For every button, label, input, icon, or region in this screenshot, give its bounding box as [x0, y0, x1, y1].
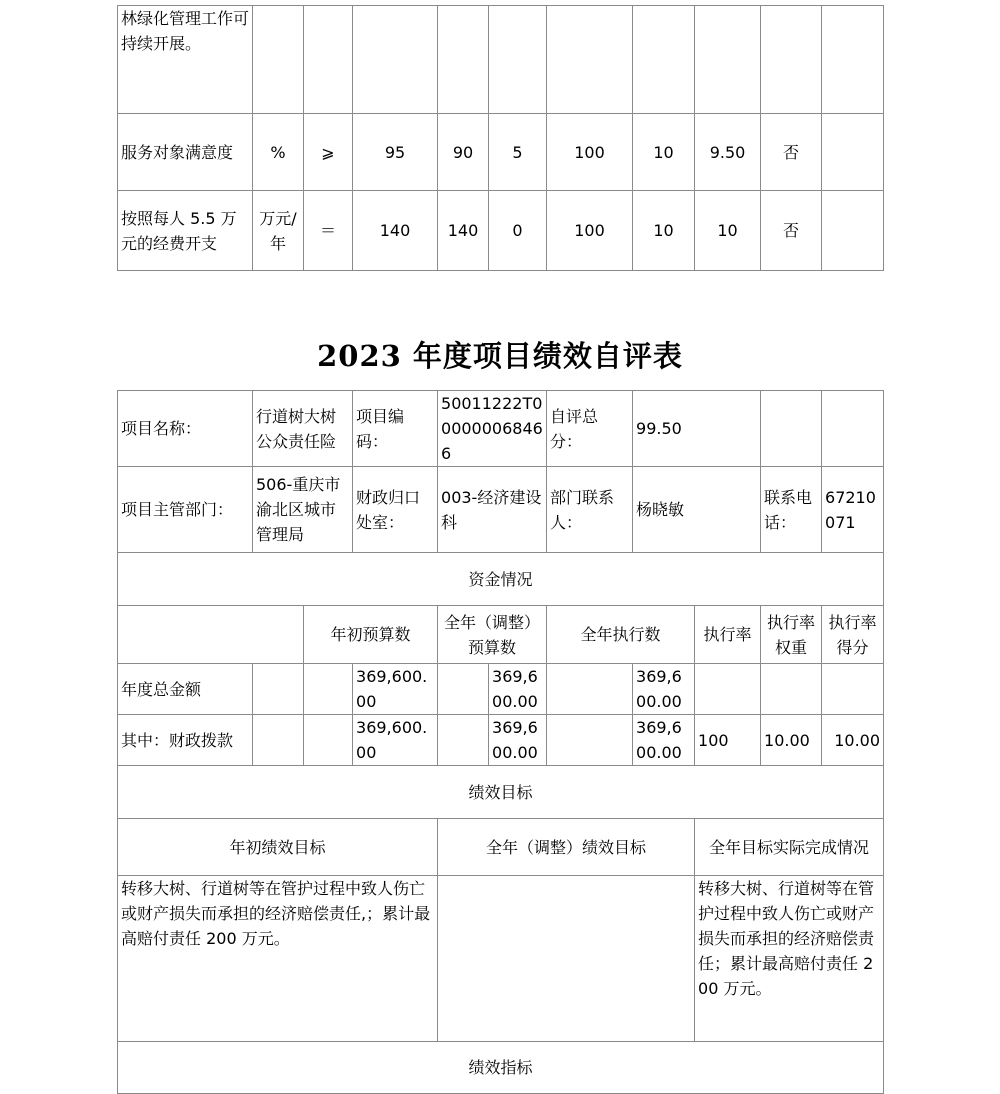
indicator-flag: 否 — [761, 114, 822, 191]
project-code-label: 项目编码： — [353, 391, 438, 467]
initial-goal-text: 转移大树、行道树等在管护过程中致人伤亡或财产损失而承担的经济赔偿责任,；累计最高赔付责任 200 万元。 — [118, 876, 438, 1042]
funds-row-label: 年度总金额 — [118, 664, 253, 715]
indicator-operator: ＝ — [304, 191, 353, 271]
table-row — [118, 114, 884, 191]
initial-budget: 369,600.00 — [353, 664, 438, 715]
actual-goal-header: 全年目标实际完成情况 — [695, 819, 884, 876]
contact-person: 杨晓敏 — [633, 467, 761, 553]
indicator-description-continued: 林绿化管理工作可持续开展。 — [118, 6, 253, 114]
indicator-self-score: 10 — [695, 191, 761, 271]
indicator-operator: ⩾ — [304, 114, 353, 191]
actual-goal-text: 转移大树、行道树等在管护过程中致人伤亡或财产损失而承担的经济赔偿责任；累计最高赔付责任 200 万元。 — [695, 876, 884, 1042]
indicator-actual: 90 — [438, 114, 489, 191]
executed-header: 全年执行数 — [547, 606, 695, 664]
adjusted-goal-text — [438, 876, 695, 1042]
rate-weight — [761, 664, 822, 715]
indicator-flag: 否 — [761, 191, 822, 271]
initial-goal-header: 年初绩效目标 — [118, 819, 438, 876]
execution-rate — [695, 664, 761, 715]
evaluation-table — [117, 390, 884, 1094]
indicator-unit: 万元/年 — [253, 191, 304, 271]
adjusted-budget-header: 全年（调整）预算数 — [438, 606, 547, 664]
indicator-completion: 100 — [547, 114, 633, 191]
funds-row-label: 其中：财政拨款 — [118, 715, 253, 766]
project-name-label: 项目名称： — [118, 391, 253, 467]
indicator-target: 95 — [353, 114, 438, 191]
rate-score — [822, 664, 884, 715]
table-row — [118, 715, 884, 766]
indicators-section-title: 绩效指标 — [118, 1042, 884, 1094]
indicator-weight: 5 — [489, 114, 547, 191]
indicator-score: 10 — [633, 114, 695, 191]
execution-rate: 100 — [695, 715, 761, 766]
finance-office-label: 财政归口处室： — [353, 467, 438, 553]
department-label: 项目主管部门： — [118, 467, 253, 553]
initial-budget-header: 年初预算数 — [304, 606, 438, 664]
executed-amount: 369,600.00 — [633, 664, 695, 715]
indicator-self-score: 9.50 — [695, 114, 761, 191]
indicator-name: 服务对象满意度 — [118, 114, 253, 191]
phone-number: 67210071 — [822, 467, 884, 553]
initial-budget: 369,600.00 — [353, 715, 438, 766]
rate-weight-header: 执行率权重 — [761, 606, 822, 664]
indicator-table-continued — [117, 5, 884, 271]
adjusted-budget: 369,600.00 — [489, 664, 547, 715]
table-row — [118, 191, 884, 271]
rate-score-header: 执行率得分 — [822, 606, 884, 664]
rate-score: 10.00 — [822, 715, 884, 766]
adjusted-goal-header: 全年（调整）绩效目标 — [438, 819, 695, 876]
goals-section-title: 绩效目标 — [118, 766, 884, 819]
indicator-weight: 0 — [489, 191, 547, 271]
executed-amount: 369,600.00 — [633, 715, 695, 766]
table-row — [118, 664, 884, 715]
project-code: 50011222T000000068466 — [438, 391, 547, 467]
indicator-target: 140 — [353, 191, 438, 271]
rate-weight: 10.00 — [761, 715, 822, 766]
self-score-value: 99.50 — [633, 391, 761, 467]
indicator-unit: % — [253, 114, 304, 191]
funds-section-title: 资金情况 — [118, 553, 884, 606]
contact-person-label: 部门联系人： — [547, 467, 633, 553]
phone-label: 联系电话： — [761, 467, 822, 553]
indicator-completion: 100 — [547, 191, 633, 271]
adjusted-budget: 369,600.00 — [489, 715, 547, 766]
self-score-label: 自评总分： — [547, 391, 633, 467]
department: 506-重庆市渝北区城市管理局 — [253, 467, 353, 553]
indicator-name: 按照每人 5.5 万元的经费开支 — [118, 191, 253, 271]
project-name: 行道树大树公众责任险 — [253, 391, 353, 467]
finance-office: 003-经济建设科 — [438, 467, 547, 553]
indicator-score: 10 — [633, 191, 695, 271]
execution-rate-header: 执行率 — [695, 606, 761, 664]
indicator-actual: 140 — [438, 191, 489, 271]
page-title: 2023 年度项目绩效自评表 — [317, 339, 683, 373]
